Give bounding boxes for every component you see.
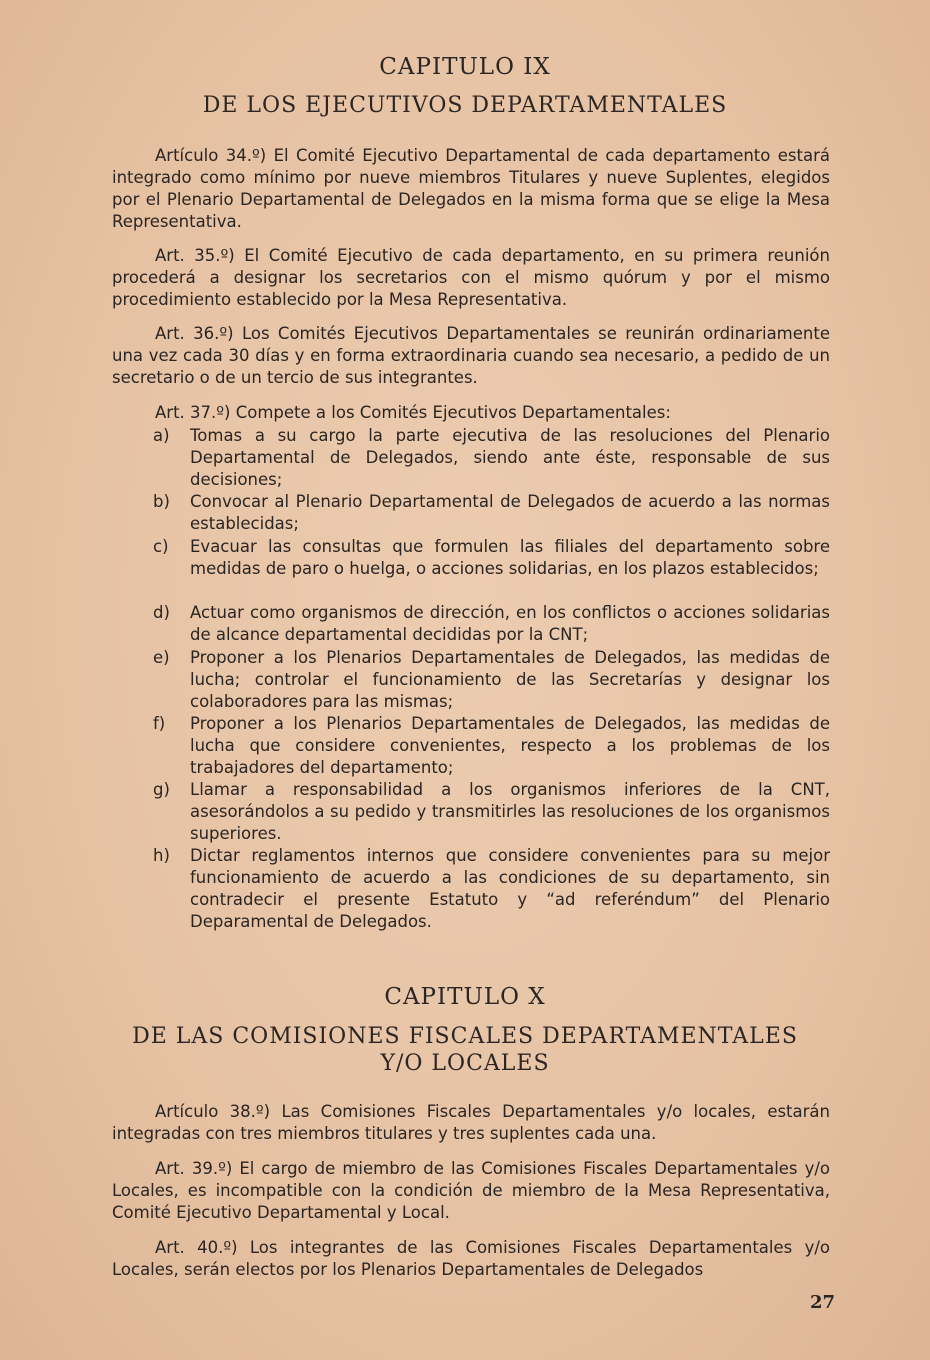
list-item (150, 647, 830, 713)
list-item-text: Proponer a los Plenarios Departamentales de Delegados, las medidas de lucha; controlar el funcionamiento de las Secretarías y designar los colaboradores para las mismas; (190, 648, 830, 711)
list-item (150, 536, 830, 602)
article-35: Art. 35.º) El Comité Ejecutivo de cada departamento, en su primera reunión procederá a designar los secretarios con el mismo quórum y por el mismo procedimiento establecido por la Mesa Representativa. (112, 246, 830, 309)
list-item (150, 491, 830, 536)
list-item (150, 845, 830, 933)
chapter-10-number: CAPITULO X (384, 984, 546, 1010)
list-item-letter: g) (153, 780, 170, 799)
article-38: Artículo 38.º) Las Comisiones Fiscales Departamentales y/o locales, estarán integradas con tres miembros titulares y tres suplentes cada una. (112, 1102, 830, 1143)
list-item-text: Dictar reglamentos internos que considere convenientes para su mejor funcionamiento de acuerdo a las condiciones de su departamento, sin contradecir el presente Estatuto y “ad referéndum” del Plenario Deparamental de Delegados. (190, 846, 830, 931)
chapter-10-title-line-1: DE LAS COMISIONES FISCALES DEPARTAMENTALES (132, 1024, 798, 1049)
list-item-letter: d) (153, 603, 170, 622)
list-item (150, 713, 830, 779)
list-item-text: Actuar como organismos de dirección, en los conflictos o acciones solidarias de alcance departamental decididas por la CNT; (190, 603, 830, 644)
list-item (150, 602, 830, 647)
list-item (150, 779, 830, 845)
list-item-letter: e) (153, 648, 170, 667)
chapter-10-title-line-2: Y/O LOCALES (380, 1051, 550, 1076)
list-item-text: Tomas a su cargo la parte ejecutiva de las resoluciones del Plenario Departamental de Delegados, siendo ante éste, responsable de sus decisiones; (190, 426, 830, 489)
list-item-text: Llamar a responsabilidad a los organismos inferiores de la CNT, asesorándolos a su pedido y transmitirles las resoluciones de los organismos superiores. (190, 780, 830, 843)
list-item-letter: h) (153, 846, 170, 865)
chapter-9-number: CAPITULO IX (379, 54, 551, 80)
list-item-letter: a) (153, 426, 170, 445)
article-37-intro: Art. 37.º) Compete a los Comités Ejecutivos Departamentales: (155, 403, 671, 422)
list-item (150, 425, 830, 491)
list-item-text: Proponer a los Plenarios Departamentales de Delegados, las medidas de lucha que considere convenientes, respecto a los problemas de los trabajadores del departamento; (190, 714, 830, 777)
page-number: 27 (809, 1292, 835, 1313)
article-34: Artículo 34.º) El Comité Ejecutivo Departamental de cada departamento estará integrado como mínimo por nueve miembros Titulares y nueve Suplentes, elegidos por el Plenario Departamental de Delegados en la misma forma que se elige la Mesa Representativa. (112, 146, 830, 231)
article-40: Art. 40.º) Los integrantes de las Comisiones Fiscales Departamentales y/o Locales, serán electos por los Plenarios Departamentales de Delegados (112, 1238, 830, 1279)
list-item-letter: b) (153, 492, 170, 511)
list-item-text: Convocar al Plenario Departamental de Delegados de acuerdo a las normas establecidas; (190, 492, 830, 533)
article-37-list (150, 425, 830, 933)
list-item-letter: c) (153, 537, 169, 556)
article-39: Art. 39.º) El cargo de miembro de las Comisiones Fiscales Departamentales y/o Locales, es incompatible con la condición de miembro de la Mesa Representativa, Comité Ejecutivo Departamental y Local. (112, 1159, 830, 1222)
list-item-letter: f) (153, 714, 166, 733)
article-36: Art. 36.º) Los Comités Ejecutivos Departamentales se reunirán ordinariamente una vez cada 30 días y en forma extraordinaria cuando sea necesario, a pedido de un secretario o de un tercio de sus integrantes. (112, 324, 830, 387)
list-item-text: Evacuar las consultas que formulen las filiales del departamento sobre medidas de paro o huelga, o acciones solidarias, en los plazos establecidos; (190, 537, 830, 578)
chapter-9-title: DE LOS EJECUTIVOS DEPARTAMENTALES (202, 93, 728, 118)
